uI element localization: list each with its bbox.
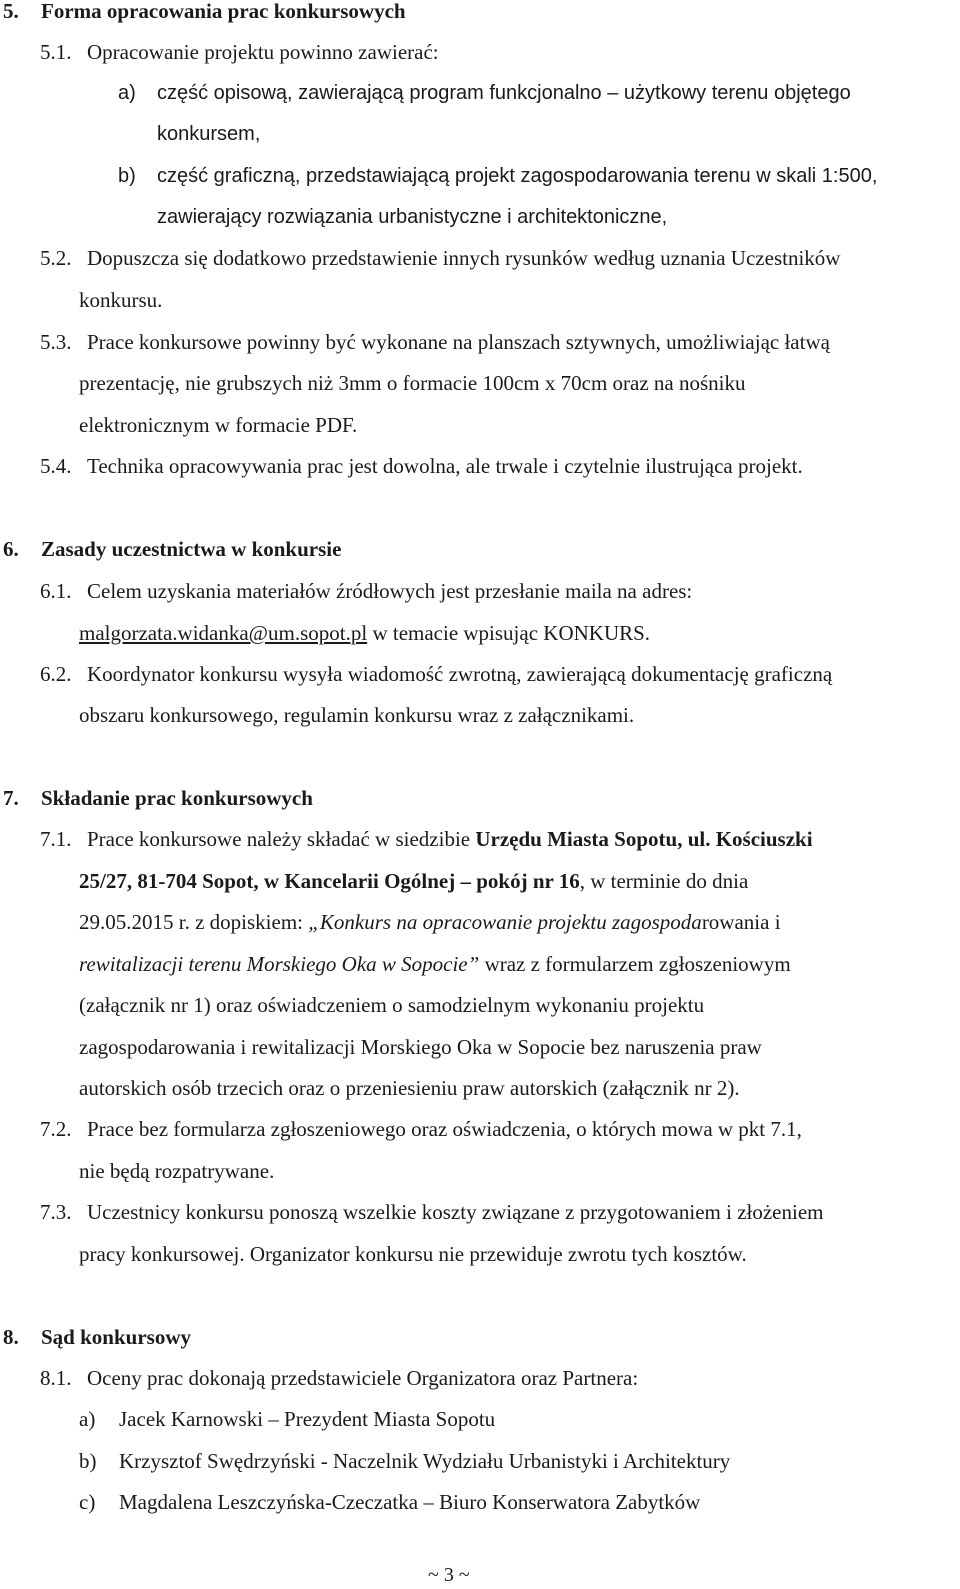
jury-item-label: a) — [79, 1407, 96, 1431]
section-7-heading: Składanie prac konkursowych — [41, 786, 313, 810]
para-5-1-number: 5.1. — [40, 40, 72, 64]
para-5-3-line-1: Prace konkursowe powinny być wykonane na planszach sztywnych, umożliwiając łatwą — [87, 330, 830, 354]
para-5-3-line-2: prezentację, nie grubszych niż 3mm o formacie 100cm x 70cm oraz na nośniku — [79, 371, 746, 395]
para-5-4-number: 5.4. — [40, 454, 72, 478]
para-6-1-line-2-rest: w temacie wpisując KONKURS. — [367, 621, 651, 645]
para-6-1-number: 6.1. — [40, 579, 72, 603]
para-7-1-line-4-a: rewitalizacji terenu Morskiego Oka w Sopocie” — [79, 952, 480, 976]
para-5-3-line-3: elektronicznym w formacie PDF. — [79, 413, 358, 437]
email-link[interactable]: malgorzata.widanka@um.sopot.pl — [79, 621, 368, 645]
para-8-1-text: Oceny prac dokonają przedstawiciele Organizatora oraz Partnera: — [87, 1366, 639, 1390]
list-5-1-b-line-1: część graficzną, przedstawiającą projekt zagospodarowania terenu w skali 1:500, — [157, 165, 878, 187]
para-7-3-line-1: Uczestnicy konkursu ponoszą wszelkie koszty związane z przygotowaniem i złożeniem — [87, 1200, 824, 1224]
jury-item-text: Magdalena Leszczyńska-Czeczatka – Biuro Konserwatora Zabytków — [119, 1490, 701, 1514]
para-7-1-line-1-b: Urzędu Miasta Sopotu, ul. Kościuszki — [475, 827, 813, 851]
para-7-2-number: 7.2. — [40, 1117, 72, 1141]
jury-item-text: Krzysztof Swędrzyński - Naczelnik Wydziału Urbanistyki i Architektury — [119, 1449, 731, 1473]
para-7-2-line-2: nie będą rozpatrywane. — [79, 1159, 275, 1183]
list-5-1-b-label: b) — [118, 165, 136, 187]
section-6-number: 6. — [3, 537, 19, 561]
section-8-heading: Sąd konkursowy — [41, 1325, 191, 1349]
list-5-1-a-line-1: część opisową, zawierającą program funkcjonalno – użytkowy terenu objętego — [157, 82, 851, 104]
section-6-heading: Zasady uczestnictwa w konkursie — [41, 537, 342, 561]
para-7-2-line-1: Prace bez formularza zgłoszeniowego oraz oświadczenia, o których mowa w pkt 7.1, — [87, 1117, 802, 1141]
para-7-1-line-3-c: rowania i — [701, 910, 781, 934]
para-7-1-line-2 — [79, 868, 748, 894]
para-5-1-text: Opracowanie projektu powinno zawierać: — [87, 40, 439, 64]
section-7-number: 7. — [3, 786, 19, 810]
para-6-2-number: 6.2. — [40, 662, 72, 686]
para-7-1-line-5: (załącznik nr 1) oraz oświadczeniem o samodzielnym wykonaniu projektu — [79, 993, 705, 1017]
para-7-1-line-1-a: Prace konkursowe należy składać w siedzibie — [87, 827, 476, 851]
para-5-2-line-1: Dopuszcza się dodatkowo przedstawienie innych rysunków według uznania Uczestników — [87, 246, 841, 270]
para-7-1-line-1 — [87, 826, 813, 852]
para-5-4-text: Technika opracowywania prac jest dowolna, ale trwale i czytelnie ilustrująca projekt. — [87, 454, 803, 478]
para-7-1-line-2-b: , w terminie do dnia — [579, 869, 749, 893]
para-7-1-line-3-b: „Konkurs na opracowanie projektu zagospoda — [308, 910, 702, 934]
para-7-1-line-3 — [79, 909, 781, 935]
para-7-1-number: 7.1. — [40, 827, 72, 851]
para-7-3-line-2: pracy konkursowej. Organizator konkursu nie przewiduje zwrotu tych kosztów. — [79, 1242, 747, 1266]
para-6-1-line-2 — [79, 620, 650, 646]
para-5-3-number: 5.3. — [40, 330, 72, 354]
para-7-1-line-2-a: 25/27, 81-704 Sopot, w Kancelarii Ogólnej – pokój nr 16 — [79, 869, 580, 893]
para-7-3-number: 7.3. — [40, 1200, 72, 1224]
para-7-1-line-6: zagospodarowania i rewitalizacji Morskiego Oka w Sopocie bez naruszenia praw — [79, 1035, 762, 1059]
list-5-1-a-label: a) — [118, 82, 136, 104]
para-7-1-line-3-a: 29.05.2015 r. z dopiskiem: — [79, 910, 309, 934]
para-5-2-line-2: konkursu. — [79, 288, 163, 312]
para-6-2-line-2: obszaru konkursowego, regulamin konkursu wraz z załącznikami. — [79, 703, 635, 727]
para-7-1-line-7: autorskich osób trzecich oraz o przeniesieniu praw autorskich (załącznik nr 2). — [79, 1076, 740, 1100]
para-8-1-number: 8.1. — [40, 1366, 72, 1390]
section-8-number: 8. — [3, 1325, 19, 1349]
list-5-1-b-line-2: zawierający rozwiązania urbanistyczne i architektoniczne, — [157, 206, 668, 228]
section-5-number: 5. — [3, 0, 19, 23]
jury-item-label: b) — [79, 1449, 97, 1473]
list-5-1-a-line-2: konkursem, — [157, 123, 261, 145]
jury-item-text: Jacek Karnowski – Prezydent Miasta Sopotu — [119, 1407, 496, 1431]
section-5-heading: Forma opracowania prac konkursowych — [41, 0, 406, 23]
page-number: ~ 3 ~ — [428, 1564, 470, 1586]
para-5-2-number: 5.2. — [40, 246, 72, 270]
para-7-1-line-4-b: wraz z formularzem zgłoszeniowym — [479, 952, 791, 976]
para-7-1-line-4 — [79, 951, 791, 977]
para-6-1-line-1: Celem uzyskania materiałów źródłowych jest przesłanie maila na adres: — [87, 579, 693, 603]
jury-item-label: c) — [79, 1490, 96, 1514]
para-6-2-line-1: Koordynator konkursu wysyła wiadomość zwrotną, zawierającą dokumentację graficzną — [87, 662, 833, 686]
